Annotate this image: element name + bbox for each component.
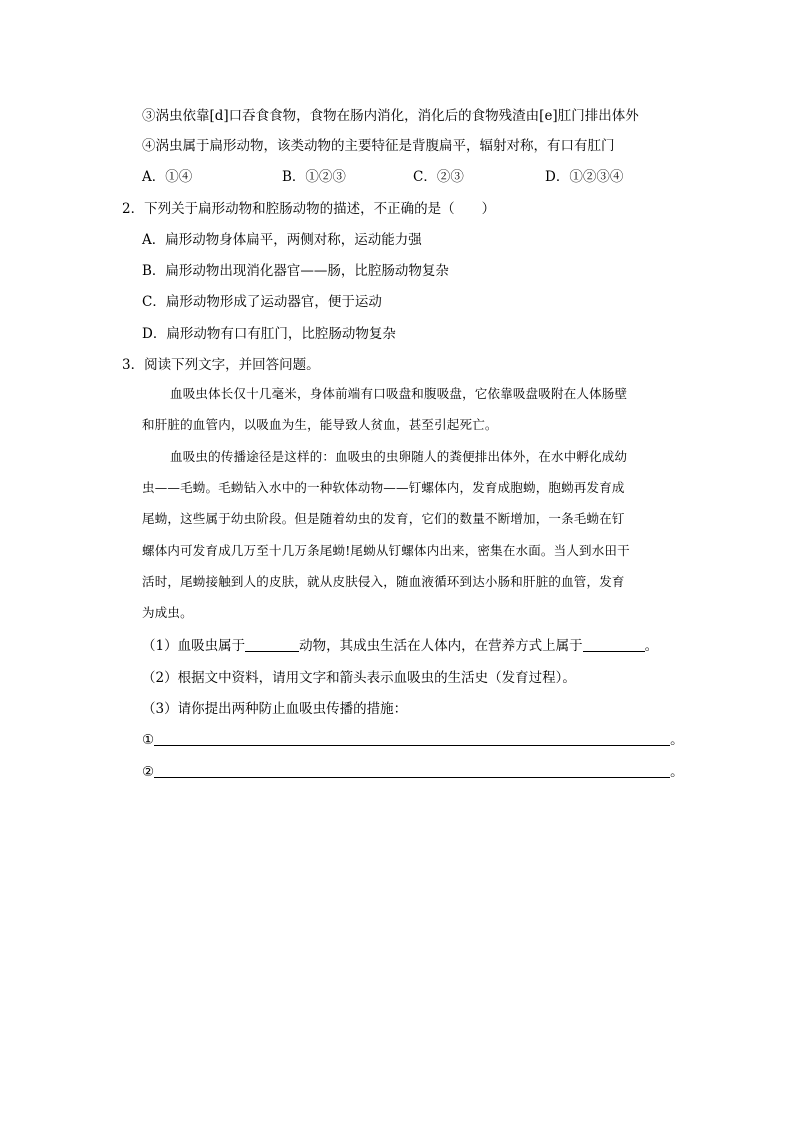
passage-line: 血吸虫的传播途径是这样的：血吸虫的虫卵随人的粪便排出体外，在水中孵化成幼 — [170, 449, 628, 464]
measure-mark-2: ② — [142, 764, 155, 780]
q2-stem: 2．下列关于扁形动物和腔肠动物的描述，不正确的是（ ） — [122, 201, 496, 217]
q3-sub1-text-b: 动物，其成虫生活在人体内，在营养方式上属于 — [299, 638, 583, 654]
q3-sub1-text-c: 。 — [644, 638, 659, 654]
measure-end-2: 。 — [670, 764, 684, 780]
q1-option-b: B．①②③ — [282, 169, 346, 185]
measure-end-1: 。 — [670, 732, 684, 748]
passage-line: 为成虫。 — [142, 605, 193, 620]
q3-sub3: （3）请你提出两种防止血吸虫传播的措施： — [142, 701, 408, 717]
q2-option-b: B．扁形动物出现消化器官——肠，比腔肠动物复杂 — [142, 263, 449, 279]
q3-sub1 — [142, 634, 658, 654]
answer-blank-1[interactable] — [245, 637, 299, 652]
q3-stem: 3．阅读下列文字，并回答问题。 — [122, 357, 320, 373]
q2-option-a: A．扁形动物身体扁平，两侧对称，运动能力强 — [142, 232, 422, 248]
q2-option-c: C．扁形动物形成了运动器官，便于运动 — [142, 294, 382, 310]
answer-blank-2[interactable] — [583, 637, 645, 652]
passage-line: 尾蚴，这些属于幼虫阶段。但是随着幼虫的发育，它们的数量不断增加，一条毛蚴在钉 — [142, 511, 625, 526]
statement-3: ③涡虫依靠[d]口吞食食物，食物在肠内消化，消化后的食物残渣由[e]肛门排出体外 — [142, 108, 639, 124]
passage-line: 活时，尾蚴接触到人的皮肤，就从皮肤侵入，随血液循环到达小肠和肝脏的血管，发育 — [142, 574, 625, 589]
measure-answer-1 — [142, 728, 684, 748]
q3-sub1-text-a: （1）血吸虫属于 — [142, 638, 246, 654]
measure-answer-2 — [142, 760, 684, 780]
q1-option-a: A．①④ — [142, 169, 193, 185]
q2-option-d: D．扁形动物有口有肛门，比腔肠动物复杂 — [142, 326, 396, 342]
passage-line: 螺体内可发育成几万至十几万条尾蚴!尾蚴从钉螺体内出来，密集在水面。当人到水田干 — [142, 543, 630, 558]
measure-blank-1[interactable] — [154, 731, 670, 746]
passage-line: 虫——毛蚴。毛蚴钻入水中的一种软体动物——钉螺体内，发育成胞蚴，胞蚴再发育成 — [142, 480, 625, 495]
q1-option-c: C．②③ — [413, 169, 464, 185]
passage-line: 血吸虫体长仅十几毫米，身体前端有口吸盘和腹吸盘，它依靠吸盘吸附在人体肠壁 — [170, 386, 628, 401]
q3-sub2: （2）根据文中资料，请用文字和箭头表示血吸虫的生活史（发育过程）。 — [142, 670, 576, 686]
measure-mark-1: ① — [142, 732, 155, 748]
statement-4: ④涡虫属于扁形动物，该类动物的主要特征是背腹扁平，辐射对称，有口有肛门 — [142, 138, 615, 154]
passage-line: 和肝脏的血管内，以吸血为生，能导致人贫血，甚至引起死亡。 — [142, 417, 498, 432]
measure-blank-2[interactable] — [154, 763, 670, 778]
q1-option-d: D．①②③④ — [545, 169, 624, 185]
